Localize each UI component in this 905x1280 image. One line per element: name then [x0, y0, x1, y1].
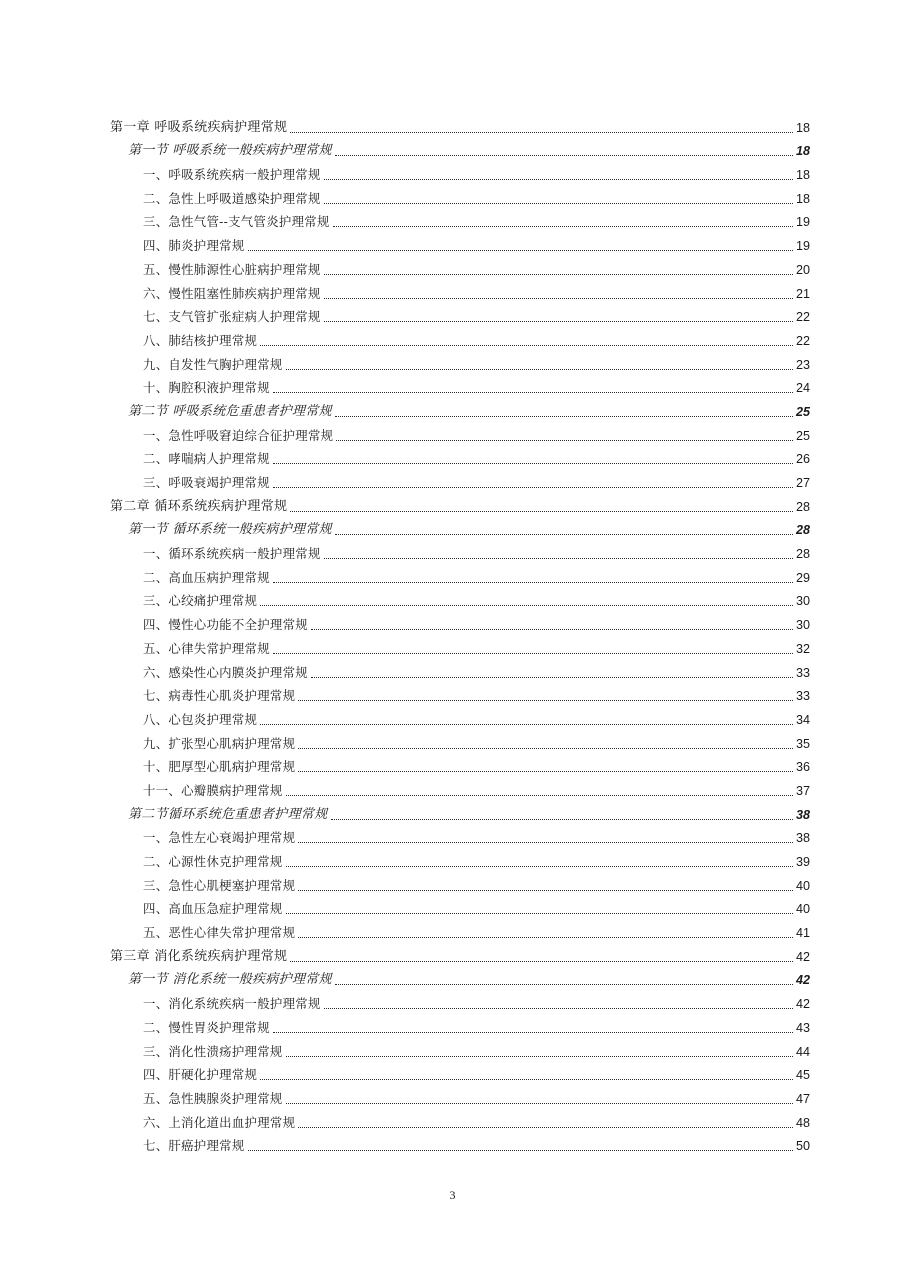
toc-entry-page: 24 — [795, 381, 810, 396]
dot-leader — [298, 748, 793, 749]
toc-entry-title: 四、肺炎护理常规 — [143, 238, 245, 254]
toc-chapter-entry[interactable] — [0, 113, 905, 137]
toc-entry-title: 五、心律失常护理常规 — [143, 640, 270, 656]
toc-entry-title: 第一节 循环系统一般疾病护理常规 — [128, 522, 332, 538]
toc-entry-title: 七、肝癌护理常规 — [143, 1138, 245, 1154]
toc-entry-title: 第一节 呼吸系统一般疾病护理常规 — [128, 143, 332, 159]
toc-item-entry[interactable] — [0, 303, 905, 327]
toc-entry-title: 一、循环系统疾病一般护理常规 — [143, 546, 321, 562]
dot-leader — [286, 1103, 793, 1104]
toc-entry-page: 30 — [795, 594, 810, 609]
toc-entry-title: 八、心包炎护理常规 — [143, 711, 258, 727]
toc-entry-page: 32 — [795, 641, 810, 656]
toc-item-entry[interactable] — [0, 326, 905, 350]
dot-leader — [290, 132, 793, 133]
toc-item-entry[interactable] — [0, 871, 905, 895]
dot-leader — [298, 842, 793, 843]
toc-item-entry[interactable] — [0, 208, 905, 232]
dot-leader — [298, 700, 793, 701]
toc-entry-title: 六、感染性心内膜炎护理常规 — [143, 664, 308, 680]
toc-section-entry[interactable] — [0, 800, 905, 824]
dot-leader — [286, 369, 793, 370]
dot-leader — [324, 274, 793, 275]
dot-leader — [324, 558, 793, 559]
toc-entry-page: 25 — [795, 428, 810, 443]
toc-item-entry[interactable] — [0, 587, 905, 611]
toc-entry-title: 十、胸腔积液护理常规 — [143, 380, 270, 396]
dot-leader — [324, 1008, 793, 1009]
dot-leader — [290, 961, 793, 962]
dot-leader — [260, 605, 793, 606]
toc-entry-page: 26 — [795, 452, 810, 467]
toc-entry-page: 38 — [795, 807, 810, 822]
dot-leader — [335, 984, 793, 985]
dot-leader — [260, 345, 793, 346]
toc-entry-page: 50 — [795, 1139, 810, 1154]
dot-leader — [273, 392, 793, 393]
toc-item-entry[interactable] — [0, 1132, 905, 1156]
toc-item-entry[interactable] — [0, 847, 905, 871]
toc-entry-title: 四、肝硬化护理常规 — [143, 1067, 258, 1083]
toc-entry-title: 二、心源性休克护理常规 — [143, 854, 283, 869]
toc-entry-page: 37 — [795, 783, 810, 798]
toc-entry-title: 第二节循环系统危重患者护理常规 — [128, 806, 328, 822]
toc-item-entry[interactable] — [0, 279, 905, 303]
toc-entry-title: 第二章 循环系统疾病护理常规 — [110, 498, 288, 514]
toc-entry-page: 22 — [795, 333, 810, 348]
toc-entry-page: 19 — [795, 239, 810, 254]
toc-entry-title: 四、慢性心功能不全护理常规 — [143, 617, 308, 633]
dot-leader — [286, 795, 793, 796]
toc-item-entry[interactable] — [0, 1084, 905, 1108]
toc-entry-page: 22 — [795, 310, 810, 325]
dot-leader — [286, 913, 793, 914]
toc-entry-page: 39 — [795, 855, 810, 869]
toc-entry-page: 28 — [795, 547, 810, 562]
toc-entry-title: 二、哮喘病人护理常规 — [143, 451, 270, 467]
toc-entry-page: 42 — [795, 973, 810, 988]
toc-entry-title: 二、高血压病护理常规 — [143, 569, 270, 585]
toc-entry-page: 25 — [795, 404, 810, 419]
toc-entry-title: 七、支气管扩张症病人护理常规 — [143, 309, 321, 325]
toc-item-entry[interactable] — [0, 350, 905, 374]
dot-leader — [273, 487, 793, 488]
toc-entry-title: 三、呼吸衰竭护理常规 — [143, 475, 270, 490]
dot-leader — [298, 771, 793, 772]
toc-item-entry[interactable] — [0, 1061, 905, 1085]
toc-entry-page: 18 — [795, 120, 810, 135]
toc-section-entry[interactable] — [0, 397, 905, 421]
toc-entry-page: 47 — [795, 1091, 810, 1106]
toc-entry-title: 第三章 消化系统疾病护理常规 — [110, 948, 288, 964]
toc-item-entry[interactable] — [0, 918, 905, 942]
toc-item-entry[interactable] — [0, 184, 905, 208]
dot-leader — [324, 298, 793, 299]
toc-entry-title: 三、心绞痛护理常规 — [143, 593, 258, 609]
toc-chapter-entry[interactable] — [0, 492, 905, 516]
dot-leader — [335, 534, 793, 535]
toc-entry-page: 20 — [795, 262, 810, 277]
toc-item-entry[interactable] — [0, 776, 905, 800]
dot-leader — [286, 1056, 793, 1057]
toc-item-entry[interactable] — [0, 1013, 905, 1037]
toc-entry-page: 40 — [795, 902, 810, 917]
toc-section-entry[interactable] — [0, 516, 905, 540]
dot-leader — [298, 1127, 793, 1128]
toc-entry-page: 34 — [795, 712, 810, 727]
dot-leader — [311, 677, 793, 678]
toc-entry-title: 六、上消化道出血护理常规 — [143, 1114, 296, 1130]
page-number: 3 — [449, 1188, 456, 1202]
toc-entry-page: 27 — [795, 476, 810, 490]
toc-entry-title: 三、急性气管--支气管炎护理常规 — [143, 214, 330, 230]
toc-entry-page: 41 — [795, 926, 810, 941]
toc-section-entry[interactable] — [0, 137, 905, 161]
toc-entry-title: 一、呼吸系统疾病一般护理常规 — [143, 167, 321, 183]
toc-entry-page: 28 — [795, 499, 810, 514]
toc-entry-page: 35 — [795, 736, 810, 751]
toc-entry-page: 30 — [795, 618, 810, 633]
dot-leader — [260, 1079, 793, 1080]
dot-leader — [324, 321, 793, 322]
toc-entry-page: 48 — [795, 1115, 810, 1130]
toc-entry-title: 五、急性胰腺炎护理常规 — [143, 1090, 283, 1106]
toc-item-entry[interactable] — [0, 705, 905, 729]
toc-entry-page: 18 — [795, 191, 810, 206]
toc-item-entry[interactable] — [0, 421, 905, 445]
dot-leader — [286, 866, 793, 867]
dot-leader — [273, 1032, 793, 1033]
toc-entry-title: 五、慢性肺源性心脏病护理常规 — [143, 261, 321, 277]
toc-entry-title: 七、病毒性心肌炎护理常规 — [143, 688, 296, 704]
table-of-contents — [0, 113, 905, 1155]
toc-entry-page: 21 — [795, 286, 810, 301]
toc-entry-title: 一、急性左心衰竭护理常规 — [143, 830, 296, 846]
dot-leader — [331, 819, 793, 820]
dot-leader — [290, 511, 793, 512]
toc-chapter-entry[interactable] — [0, 942, 905, 966]
toc-entry-title: 十一、心瓣膜病护理常规 — [143, 782, 283, 798]
toc-entry-page: 28 — [795, 523, 810, 538]
toc-entry-page: 36 — [795, 760, 810, 775]
toc-item-entry[interactable] — [0, 682, 905, 706]
toc-item-entry[interactable] — [0, 468, 905, 492]
toc-entry-title: 六、慢性阻塞性肺疾病护理常规 — [143, 285, 321, 301]
toc-item-entry[interactable] — [0, 634, 905, 658]
dot-leader — [324, 203, 793, 204]
dot-leader — [248, 1150, 793, 1151]
toc-section-entry[interactable] — [0, 966, 905, 990]
toc-item-entry[interactable] — [0, 753, 905, 777]
toc-item-entry[interactable] — [0, 374, 905, 398]
toc-entry-page: 33 — [795, 689, 810, 704]
dot-leader — [273, 653, 793, 654]
toc-entry-page: 43 — [795, 1020, 810, 1035]
dot-leader — [273, 463, 793, 464]
dot-leader — [336, 440, 793, 441]
toc-entry-title: 一、消化系统疾病一般护理常规 — [143, 996, 321, 1012]
toc-item-entry[interactable] — [0, 895, 905, 919]
toc-entry-title: 第一节 消化系统一般疾病护理常规 — [128, 972, 332, 988]
toc-entry-page: 18 — [795, 168, 810, 183]
toc-item-entry[interactable] — [0, 610, 905, 634]
toc-item-entry[interactable] — [0, 563, 905, 587]
toc-entry-page: 45 — [795, 1068, 810, 1083]
toc-entry-title: 第二节 呼吸系统危重患者护理常规 — [128, 403, 332, 419]
toc-entry-title: 八、肺结核护理常规 — [143, 332, 258, 348]
toc-entry-page: 29 — [795, 570, 810, 585]
toc-item-entry[interactable] — [0, 1108, 905, 1132]
toc-item-entry[interactable] — [0, 539, 905, 563]
dot-leader — [260, 724, 793, 725]
toc-entry-title: 九、扩张型心肌病护理常规 — [143, 735, 296, 751]
dot-leader — [298, 890, 793, 891]
toc-entry-title: 五、恶性心律失常护理常规 — [143, 925, 296, 941]
toc-entry-page: 38 — [795, 831, 810, 846]
dot-leader — [311, 629, 793, 630]
dot-leader — [335, 416, 793, 417]
toc-entry-page: 44 — [795, 1044, 810, 1059]
toc-entry-page: 33 — [795, 665, 810, 680]
toc-entry-title: 三、急性心肌梗塞护理常规 — [143, 877, 296, 893]
dot-leader — [335, 155, 793, 156]
dot-leader — [324, 179, 793, 180]
toc-item-entry[interactable] — [0, 255, 905, 279]
toc-entry-title: 三、消化性溃疡护理常规 — [143, 1043, 283, 1059]
toc-entry-title: 一、急性呼吸窘迫综合征护理常规 — [143, 427, 334, 443]
toc-item-entry[interactable] — [0, 989, 905, 1013]
toc-entry-title: 九、自发性气胸护理常规 — [143, 356, 283, 372]
toc-entry-title: 四、高血压急症护理常规 — [143, 901, 283, 917]
toc-item-entry[interactable] — [0, 729, 905, 753]
toc-entry-page: 42 — [795, 949, 810, 964]
toc-entry-page: 40 — [795, 878, 810, 893]
toc-entry-page: 19 — [795, 215, 810, 230]
toc-entry-title: 第一章 呼吸系统疾病护理常规 — [110, 119, 288, 135]
toc-item-entry[interactable] — [0, 445, 905, 469]
toc-entry-title: 十、肥厚型心肌病护理常规 — [143, 759, 296, 775]
dot-leader — [298, 937, 793, 938]
dot-leader — [248, 250, 793, 251]
dot-leader — [333, 226, 793, 227]
toc-item-entry[interactable] — [0, 1037, 905, 1061]
toc-entry-page: 42 — [795, 997, 810, 1012]
toc-item-entry[interactable] — [0, 658, 905, 682]
toc-item-entry[interactable] — [0, 160, 905, 184]
dot-leader — [273, 582, 793, 583]
toc-item-entry[interactable] — [0, 231, 905, 255]
toc-entry-page: 23 — [795, 357, 810, 372]
toc-entry-page: 18 — [795, 144, 810, 159]
toc-entry-title: 二、慢性胃炎护理常规 — [143, 1019, 270, 1035]
toc-entry-title: 二、急性上呼吸道感染护理常规 — [143, 190, 321, 206]
toc-item-entry[interactable] — [0, 824, 905, 848]
